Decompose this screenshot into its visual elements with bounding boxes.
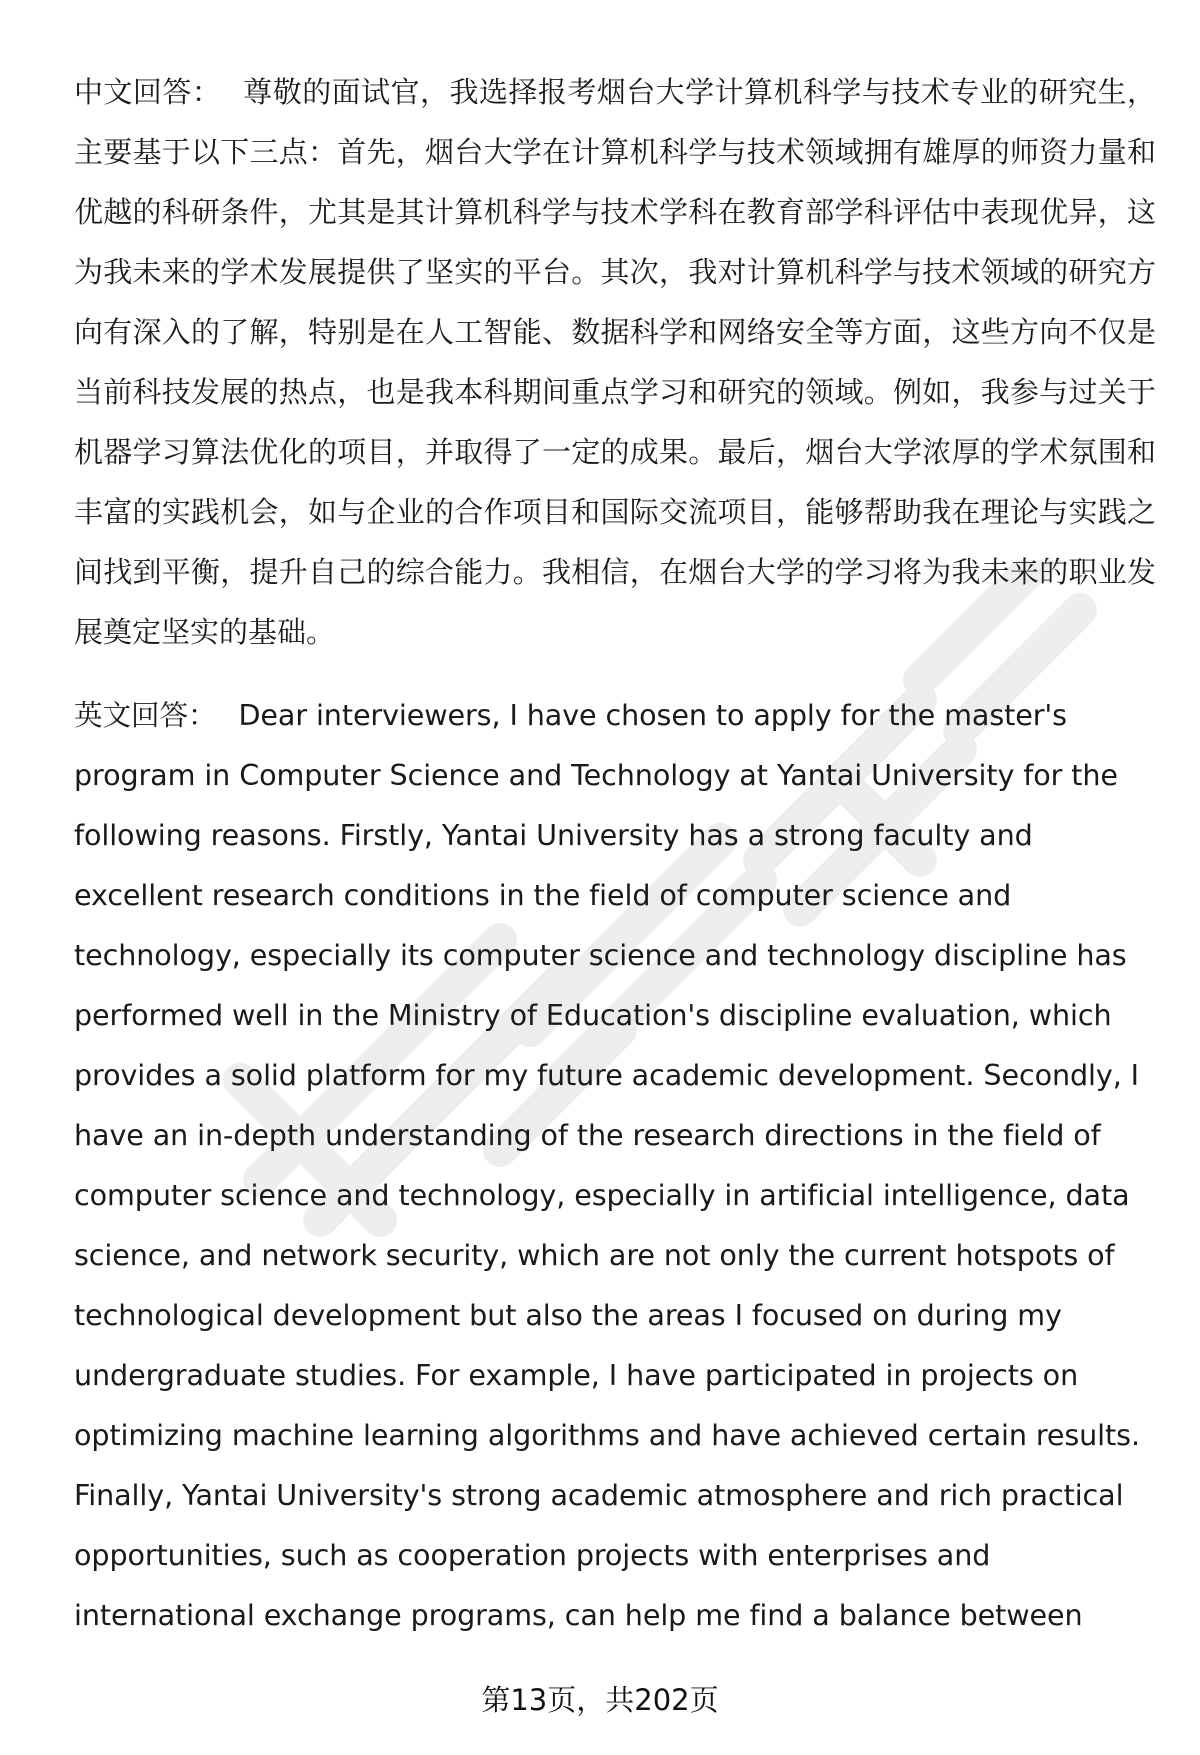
chinese-answer-paragraph [74,62,1156,662]
chinese-answer-label: 中文回答： [74,75,222,109]
english-answer-label: 英文回答： [74,698,217,732]
chinese-answer-text: 尊敬的面试官，我选择报考烟台大学计算机科学与技术专业的研究生，主要基于以下三点：首先，烟台大学在计算机科学与技术领域拥有雄厚的师资力量和优越的科研条件，尤其是其计算机科学与技术学科在教育部学科评估中表现优异，这为我未来的学术发展提供了坚实的平台。其次，我对计算机科学与技术领域的研究方向有深入的了解，特别是在人工智能、数据科学和网络安全等方面，这些方向不仅是当前科技发展的热点，也是我本科期间重点学习和研究的领域。例如，我参与过关于机器学习算法优化的项目，并取得了一定的成果。最后，烟台大学浓厚的学术氛围和丰富的实践机会，如与企业的合作项目和国际交流项目，能够帮助我在理论与实践之间找到平衡，提升自己的综合能力。我相信，在烟台大学的学习将为我未来的职业发展奠定坚实的基础。 [74,75,1156,649]
english-answer-text: Dear interviewers, I have chosen to apply for the master's program in Computer Science and Technology at Yantai University for the following reasons. Firstly, Yantai University has a strong faculty and excellent research conditions in the field of computer science and technology, especially its computer science and technology discipline has performed well in the Ministry of Education's discipline evaluation, which provides a solid platform for my future academic development. Secondly, I have an in-depth understanding of the research directions in the field of computer science and technology, especially in artificial intelligence, data science, and network security, which are not only the current hotspots of technological development but also the areas I focused on during my undergraduate studies. For example, I have participated in projects on optimizing machine learning algorithms and have achieved certain results. Finally, Yantai University's strong academic atmosphere and rich practical opportunities, such as cooperation projects with enterprises and international exchange programs, can help me find a balance between [74,698,1140,1632]
english-answer-paragraph [74,685,1156,1645]
page-number-footer: 第13页，共202页 [481,1683,719,1717]
